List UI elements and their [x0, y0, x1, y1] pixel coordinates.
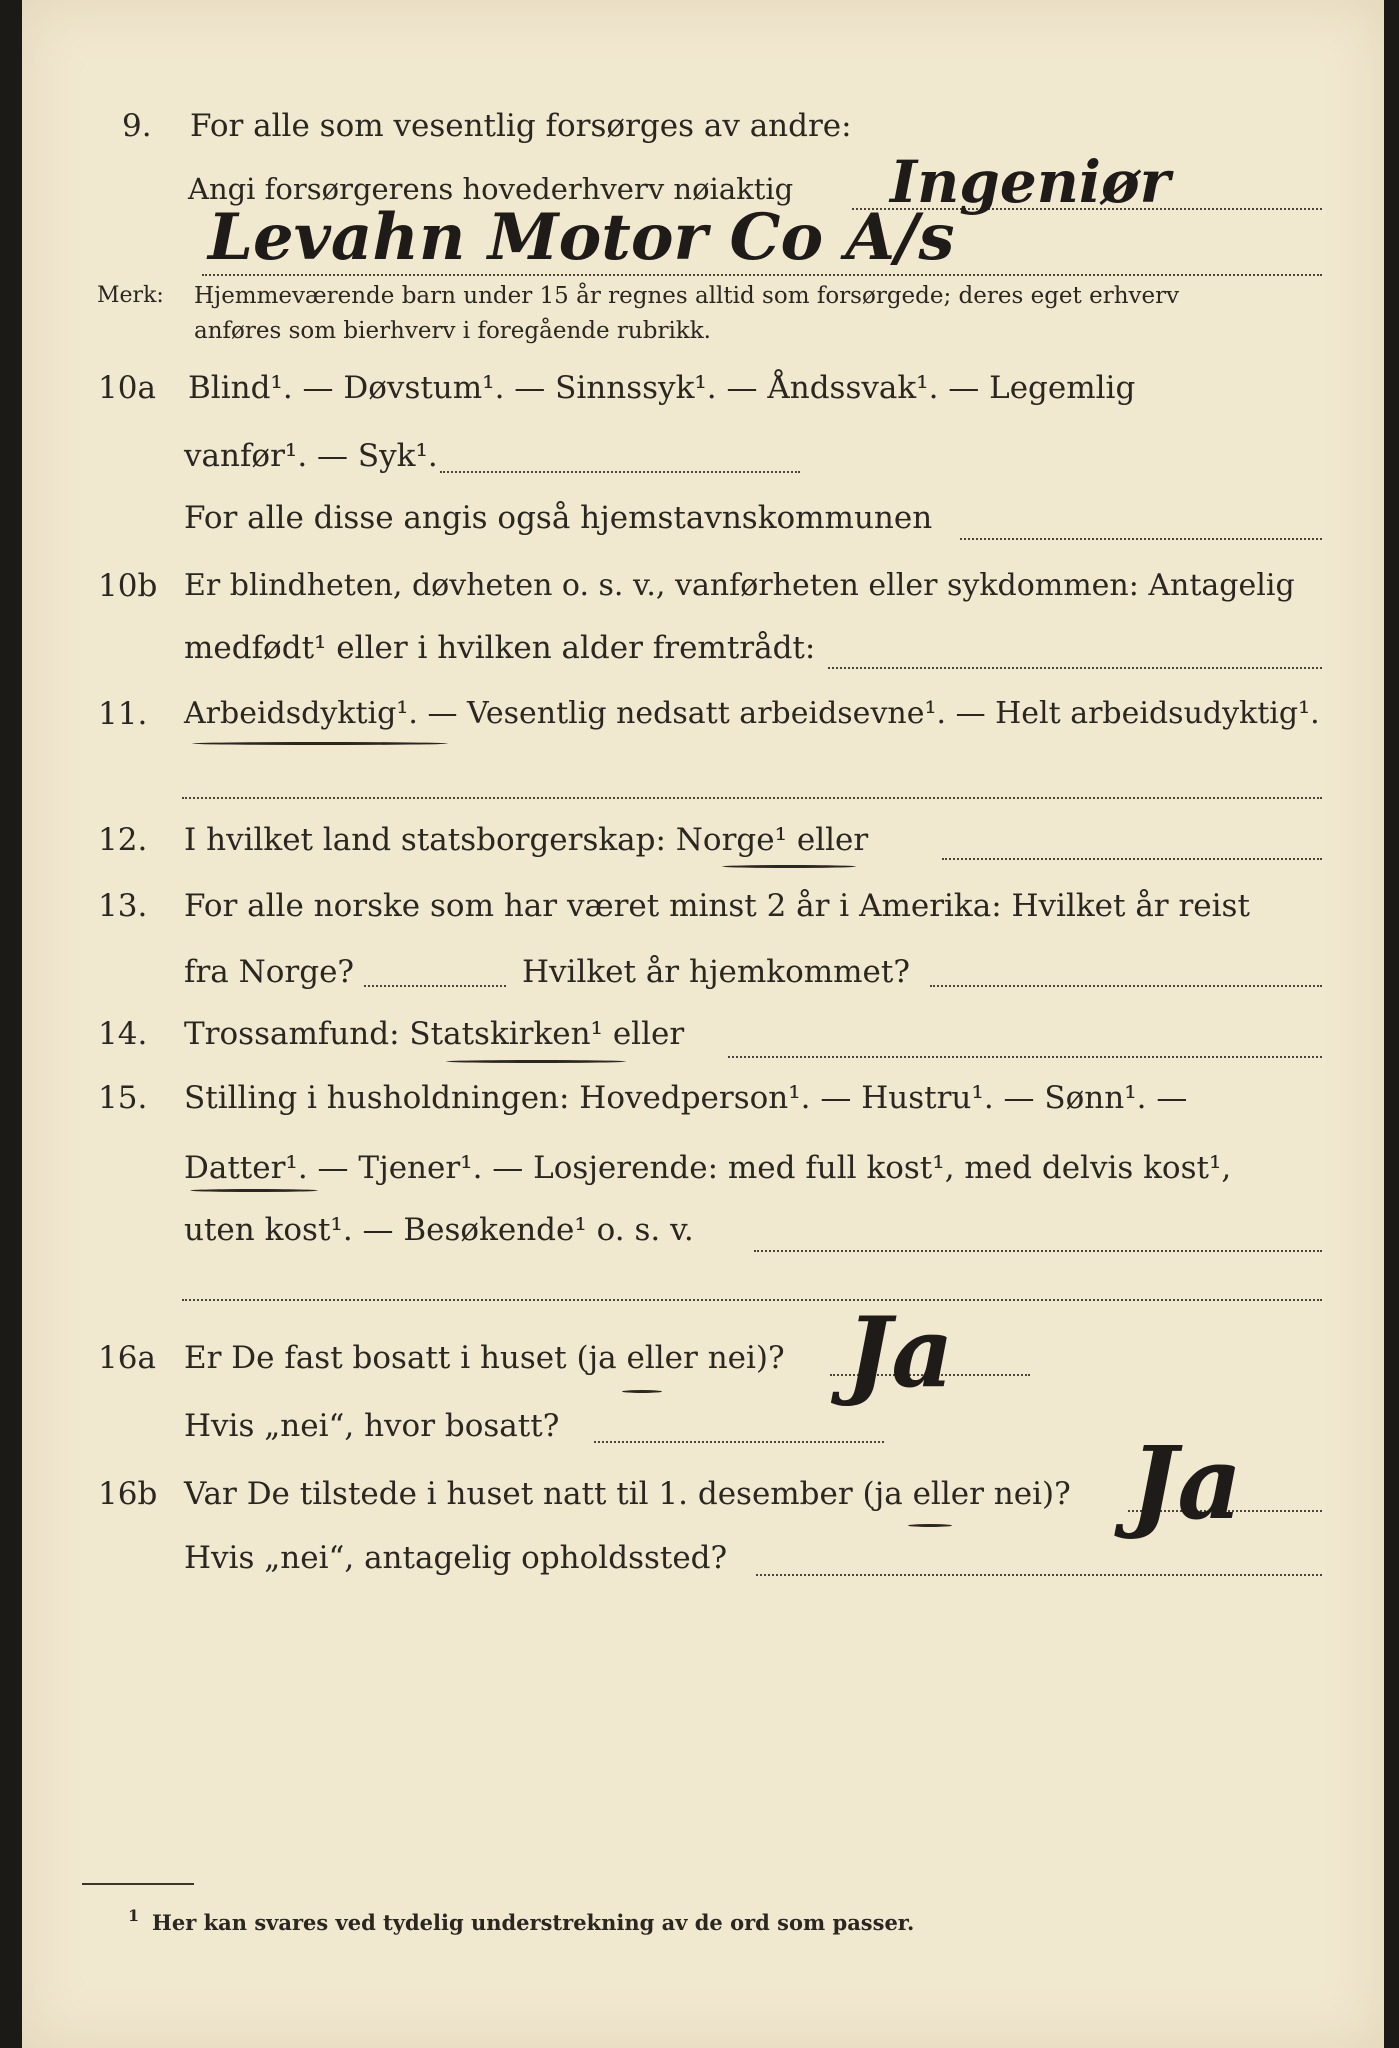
census-form-page [22, 0, 1384, 2048]
q10a-number: 10a [98, 370, 156, 406]
q12-number: 12. [98, 822, 148, 858]
merk-row-2 [22, 318, 1384, 378]
q16a-row-1 [22, 1340, 1384, 1400]
q16a-handwritten-answer: Ja [846, 1296, 954, 1409]
q11-line-1: Arbeidsdyktig¹. — Vesentlig nedsatt arbeidsevne¹. — Helt arbeidsudyktig¹. [184, 696, 1320, 731]
footnote-text: Her kan svares ved tydelig understrekning av de ord som passer. [152, 1910, 915, 1935]
q15-answer-line-1 [754, 1250, 1322, 1252]
q15-row-3 [22, 1212, 1384, 1272]
q9-line-1: For alle som vesentlig forsørges av andre: [190, 108, 852, 144]
q10b-line-2: medfødt¹ eller i hvilken alder fremtrådt: [184, 630, 816, 666]
q10b-line-1: Er blindheten, døvheten o. s. v., vanførheten eller sykdommen: Antagelig [184, 568, 1295, 603]
q15-answer-line-2 [182, 1299, 1322, 1301]
q14-number: 14. [98, 1016, 148, 1052]
q15-underline-datter [190, 1189, 318, 1192]
q16a-number: 16a [98, 1340, 156, 1376]
q16b-row-2 [22, 1540, 1384, 1600]
q16a-bosatt-answer-line [594, 1441, 884, 1443]
q13-line-2a: fra Norge? [184, 954, 355, 990]
footnote-mark: 1 [128, 1906, 140, 1925]
q15-line-2: Datter¹. — Tjener¹. — Losjerende: med full kost¹, med delvis kost¹, [184, 1150, 1232, 1186]
q12-line-1: I hvilket land statsborgerskap: Norge¹ eller [184, 822, 869, 858]
q14-row-1 [22, 1016, 1384, 1076]
q10a-hjemstavn-answer-line [960, 538, 1322, 540]
q10a-line-1: Blind¹. — Døvstum¹. — Sinnssyk¹. — Åndssvak¹. — Legemlig [188, 370, 1136, 406]
q16b-underline-ja [908, 1524, 952, 1527]
q15-number: 15. [98, 1080, 148, 1116]
q16b-handwritten-answer: Ja [1130, 1424, 1243, 1542]
q13-line-1: For alle norske som har været minst 2 år i Amerika: Hvilket år reist [184, 888, 1250, 924]
merk-label: Merk: [97, 283, 164, 308]
q9-handwritten-occupation: Ingeniør [890, 148, 1171, 216]
q16b-line-1: Var De tilstede i huset natt til 1. desember (ja eller nei)? [184, 1476, 1071, 1512]
q9-line-2: Angi forsørgerens hovederhverv nøiaktig [188, 172, 794, 206]
q12-row-1 [22, 822, 1384, 882]
q16a-underline-ja [622, 1390, 662, 1393]
q13-row-2 [22, 954, 1384, 1014]
q10a-line-3: For alle disse angis også hjemstavnskommunen [184, 500, 933, 536]
q10a-line-2: vanfør¹. — Syk¹. [184, 438, 438, 474]
q10b-number: 10b [98, 568, 158, 604]
footnote-row [22, 1906, 1384, 1970]
q15-line-3: uten kost¹. — Besøkende¹ o. s. v. [184, 1212, 694, 1248]
q15-row-2 [22, 1150, 1384, 1210]
q14-underline-statskirken [446, 1060, 626, 1063]
q10a-row-2 [22, 438, 1384, 498]
q13-hjemkommet-answer-line [930, 985, 1322, 987]
q10b-row-2 [22, 630, 1384, 690]
q11-row-1 [22, 696, 1384, 756]
q13-line-2b: Hvilket år hjemkommet? [522, 954, 910, 990]
q16a-line-2: Hvis „nei“, hvor bosatt? [184, 1408, 560, 1444]
q12-answer-line [942, 858, 1322, 860]
q10a-row-1 [22, 370, 1384, 430]
q16b-line-2: Hvis „nei“, antagelig opholdssted? [184, 1540, 728, 1576]
q13-reist-answer-line [364, 985, 506, 987]
q9-handwritten-employer: Levahn Motor Co A/s [208, 200, 955, 275]
q15-line-1: Stilling i husholdningen: Hovedperson¹. — Hustru¹. — Sønn¹. — [184, 1080, 1188, 1116]
q10b-answer-line [828, 667, 1322, 669]
q16b-opholdssted-answer-line [756, 1574, 1322, 1576]
merk-line-2: anføres som bierhverv i foregående rubrikk. [194, 318, 711, 344]
q15-row-1 [22, 1080, 1384, 1140]
q10a-syk-answer-line [440, 471, 800, 473]
q13-number: 13. [98, 888, 148, 924]
q14-line-1: Trossamfund: Statskirken¹ eller [184, 1016, 685, 1052]
q13-row-1 [22, 888, 1384, 948]
merk-line-1: Hjemmeværende barn under 15 år regnes alltid som forsørgede; deres eget erhverv [194, 283, 1180, 309]
q11-answer-line [182, 797, 1322, 799]
q9-row-1 [22, 108, 1384, 168]
q11-number: 11. [98, 696, 148, 732]
q10a-row-3 [22, 500, 1384, 560]
footnote-rule [82, 1883, 194, 1885]
q12-underline-norge [722, 865, 856, 868]
q9-number: 9. [122, 108, 152, 144]
q16b-number: 16b [98, 1476, 158, 1512]
q16a-line-1: Er De fast bosatt i huset (ja eller nei)? [184, 1340, 785, 1376]
q11-underline-arbeidsdyktig [192, 742, 448, 745]
q14-answer-line [728, 1056, 1322, 1058]
q10b-row-1 [22, 568, 1384, 628]
